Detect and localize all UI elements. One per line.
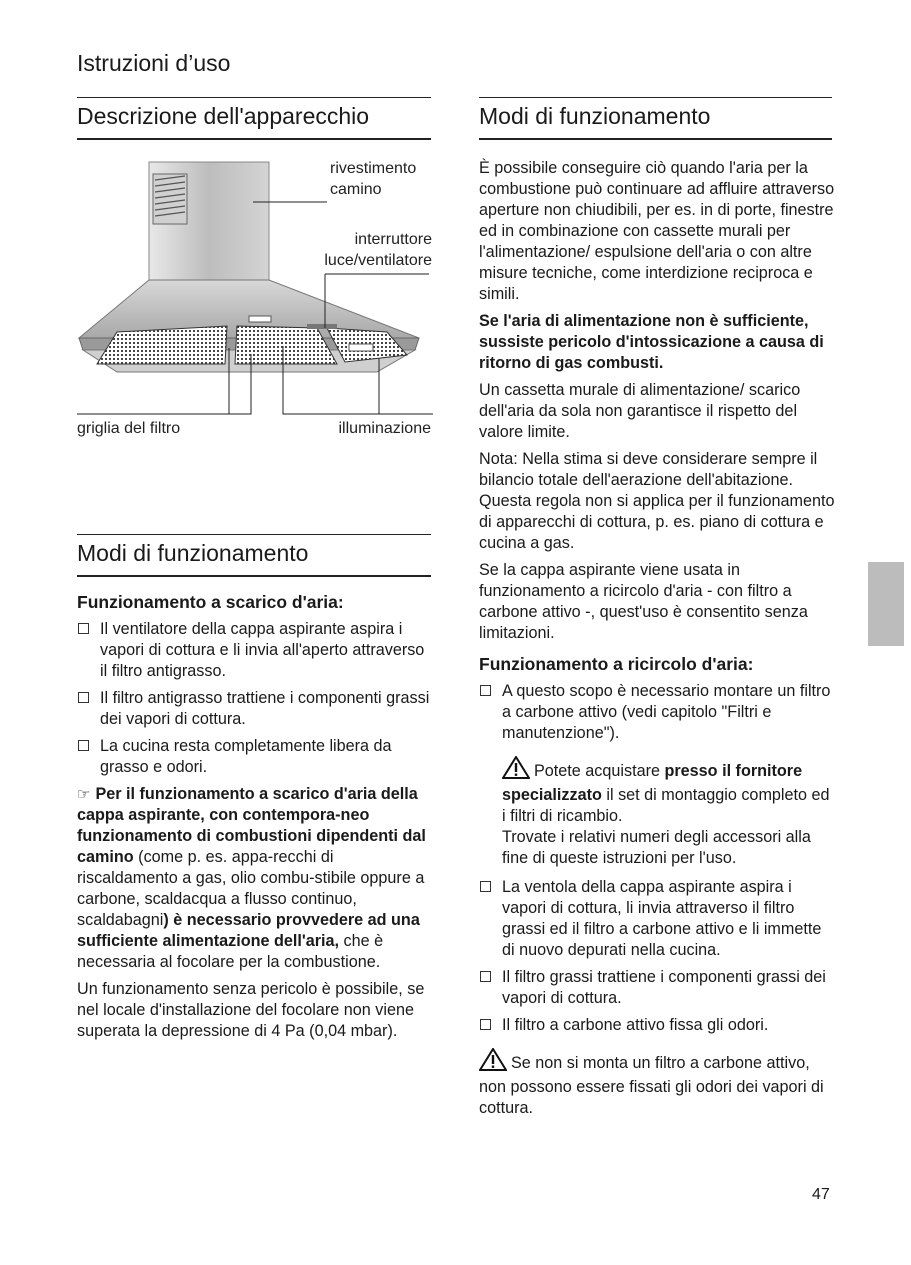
danger-warning: Se l'aria di alimentazione non è sufficiente, sussiste pericolo d'intossicazione a causa di ritorno di gas combusti. <box>479 312 824 372</box>
left-body <box>77 592 431 1048</box>
section-title-description: Descrizione dell'apparecchio <box>77 103 370 129</box>
pointing-hand-icon: ☞ <box>77 786 91 803</box>
paragraph: Se la cappa aspirante viene usata in funzionamento a ricircolo d'aria - con filtro a carbone attivo -, quest'uso è consentito senza limitazioni. <box>479 561 808 642</box>
divider <box>77 138 431 140</box>
list-item: La cucina resta completamente libera da grasso e odori. <box>77 736 431 778</box>
list-item: Il filtro a carbone attivo fissa gli odori. <box>479 1015 835 1036</box>
list-item: Il ventilatore della cappa aspirante aspira i vapori di cottura e li invia all'aperto attraverso il filtro antigrasso. <box>77 619 431 682</box>
divider <box>77 534 431 535</box>
right-body <box>479 158 835 1125</box>
checkbox-icon <box>78 740 89 751</box>
paragraph: È possibile conseguire ciò quando l'aria per la combustione può continuare ad affluire attraverso aperture non chiudibili, per es. in di porte, finestre ed in combinazione con cassette murali per l'alimentazione/ espulsione dell'aria o con altre misure tecniche, come interdizione reciproca e simili. <box>479 159 835 303</box>
divider <box>479 138 832 140</box>
label-filter-grid: griglia del filtro <box>77 420 181 437</box>
checkbox-icon <box>78 692 89 703</box>
checkbox-icon <box>480 1019 491 1030</box>
buy-note: Potete acquistare presso il fornitore specializzato il set di montaggio completo ed i filtri di ricambio. Trovate i relativi numeri degli accessori alla fine di queste istruzioni per l'uso. <box>479 756 835 869</box>
final-warning: Se non si monta un filtro a carbone attivo, non possono essere fissati gli odori dei vapori di cottura. <box>479 1048 835 1119</box>
divider <box>479 97 832 98</box>
page-title: Istruzioni d’uso <box>77 50 231 76</box>
label-lighting: illuminazione <box>338 420 431 437</box>
list-item: Il filtro grassi trattiene i componenti grassi dei vapori di cottura. <box>479 967 835 1009</box>
checkbox-icon <box>480 971 491 982</box>
chapter-tab <box>868 562 904 646</box>
paragraph: Un cassetta murale di alimentazione/ scarico dell'aria da sola non garantisce il rispetto del valore limite. <box>479 381 801 441</box>
list-item: Il filtro antigrasso trattiene i componenti grassi dei vapori di cottura. <box>77 688 431 730</box>
label-chimney-cover: rivestimento camino <box>330 160 417 198</box>
list-item: La ventola della cappa aspirante aspira i vapori di cottura, li invia attraverso il filtro grassi ed il filtro a carbone attivo e li immette di nuovo depurati nella cucina. <box>479 877 835 961</box>
label-switch: interruttore luce/ventilatore <box>324 231 432 269</box>
safe-operation-paragraph: Un funzionamento senza pericolo è possibile, se nel locale d'installazione del focolare non viene superata la depressione di 4 Pa (0,04 mbar). <box>77 980 425 1040</box>
divider <box>77 575 431 577</box>
checkbox-icon <box>480 881 491 892</box>
checkbox-icon <box>78 623 89 634</box>
paragraph: Nota: Nella stima si deve considerare sempre il bilancio totale dell'aerazione dell'abitazione. Questa regola non si applica per il funzionamento di apparecchi di cottura, p. es. piano di cottura e cucina a gas. <box>479 450 835 552</box>
recirc-heading: Funzionamento a ricircolo d'aria: <box>479 654 754 674</box>
checkbox-icon <box>480 685 491 696</box>
warning-triangle-icon <box>479 1048 507 1077</box>
exhaust-heading: Funzionamento a scarico d'aria: <box>77 592 344 612</box>
section-title-modes-left: Modi di funzionamento <box>77 540 309 566</box>
combustion-note: ☞ Per il funzionamento a scarico d'aria della cappa aspirante, con contempora-neo funzionamento di combustioni dipendenti dal camino (come p. es. appa-recchi di riscaldamento a gas, olio combu-stibile oppure a carbone, scaldacqua a flusso continuo, scaldabagni) è necessario provvedere ad una sufficiente alimentazione dell'aria, che è necessaria al focolare per la combustione. <box>77 785 426 971</box>
warning-triangle-icon <box>502 756 530 785</box>
section-title-modes-right: Modi di funzionamento <box>479 103 711 129</box>
divider <box>77 97 431 98</box>
list-item: A questo scopo è necessario montare un filtro a carbone attivo (vedi capitolo "Filtri e manutenzione"). <box>479 681 835 744</box>
page-number: 47 <box>812 1186 830 1203</box>
